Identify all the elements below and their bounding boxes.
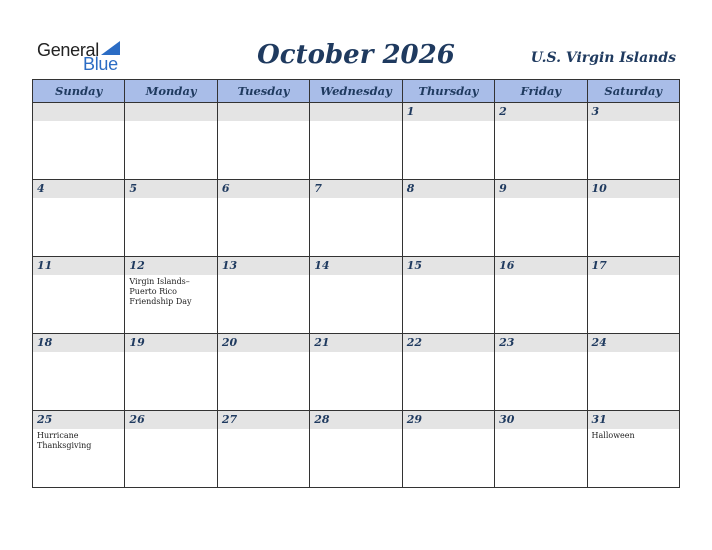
week-row <box>33 257 680 334</box>
weekday-monday: Monday <box>125 80 217 103</box>
week-row <box>33 103 680 180</box>
week-row <box>33 411 680 488</box>
day-number: 20 <box>218 334 309 352</box>
day-number: 5 <box>125 180 216 198</box>
day-cell <box>310 103 402 180</box>
day-event <box>310 121 401 123</box>
day-cell <box>125 334 217 411</box>
day-cell <box>495 180 587 257</box>
day-event <box>588 121 679 123</box>
day-number: 27 <box>218 411 309 429</box>
day-event <box>495 275 586 277</box>
day-event <box>495 352 586 354</box>
day-event: Halloween <box>591 431 635 440</box>
weekday-tuesday: Tuesday <box>217 80 309 103</box>
day-number: 1 <box>403 103 494 121</box>
calendar-grid <box>32 79 680 488</box>
day-event <box>218 198 309 200</box>
day-number: 25 <box>33 411 124 429</box>
day-number: 17 <box>588 257 679 275</box>
day-number: 30 <box>495 411 586 429</box>
day-number: 18 <box>33 334 124 352</box>
day-event <box>495 198 586 200</box>
day-number: 23 <box>495 334 586 352</box>
week-row <box>33 334 680 411</box>
weekday-thursday: Thursday <box>402 80 494 103</box>
day-cell <box>495 334 587 411</box>
day-event <box>33 121 124 123</box>
day-cell <box>495 103 587 180</box>
day-cell <box>33 180 125 257</box>
day-number: 16 <box>495 257 586 275</box>
weekday-header-row <box>33 80 680 103</box>
day-number: 31 <box>588 411 679 429</box>
day-cell <box>495 257 587 334</box>
day-number: 2 <box>495 103 586 121</box>
region-name: U.S. Virgin Islands <box>530 50 676 66</box>
day-event <box>403 121 494 123</box>
day-cell <box>33 411 125 488</box>
day-event <box>125 121 216 123</box>
weekday-sunday: Sunday <box>33 80 125 103</box>
day-number <box>125 103 216 121</box>
day-number: 4 <box>33 180 124 198</box>
day-event <box>33 275 124 277</box>
day-cell <box>402 334 494 411</box>
day-event <box>310 198 401 200</box>
day-event: Virgin Islands–Puerto Rico Friendship Day <box>129 277 192 306</box>
day-cell <box>402 411 494 488</box>
day-cell <box>587 180 679 257</box>
day-event <box>33 352 124 354</box>
day-number: 12 <box>125 257 216 275</box>
day-cell <box>125 180 217 257</box>
day-cell <box>217 257 309 334</box>
day-number: 19 <box>125 334 216 352</box>
day-number: 29 <box>403 411 494 429</box>
day-event <box>310 352 401 354</box>
day-number: 15 <box>403 257 494 275</box>
calendar-body <box>33 103 680 488</box>
day-cell <box>402 257 494 334</box>
week-row <box>33 180 680 257</box>
day-cell <box>310 180 402 257</box>
day-number <box>310 103 401 121</box>
day-event <box>125 352 216 354</box>
day-cell <box>33 103 125 180</box>
day-number: 11 <box>33 257 124 275</box>
day-cell <box>33 334 125 411</box>
page-title: October 2026 <box>257 40 455 70</box>
day-cell <box>125 411 217 488</box>
weekday-friday: Friday <box>495 80 587 103</box>
day-event <box>33 198 124 200</box>
day-event <box>495 121 586 123</box>
day-cell <box>587 411 679 488</box>
day-event: Hurricane Thanksgiving <box>37 431 92 450</box>
day-cell <box>217 180 309 257</box>
logo-triangle-icon <box>101 41 120 55</box>
day-cell <box>217 411 309 488</box>
day-cell <box>310 334 402 411</box>
day-cell <box>402 103 494 180</box>
day-number: 10 <box>588 180 679 198</box>
day-cell <box>310 411 402 488</box>
day-number <box>218 103 309 121</box>
day-event <box>218 352 309 354</box>
day-number <box>33 103 124 121</box>
day-number: 6 <box>218 180 309 198</box>
logo-general-text: General <box>37 40 99 60</box>
day-event <box>125 429 216 431</box>
day-cell <box>217 103 309 180</box>
day-event <box>310 429 401 431</box>
day-cell <box>495 411 587 488</box>
day-number: 21 <box>310 334 401 352</box>
day-number: 14 <box>310 257 401 275</box>
day-number: 3 <box>588 103 679 121</box>
day-event <box>588 352 679 354</box>
day-cell <box>587 334 679 411</box>
day-number: 13 <box>218 257 309 275</box>
day-cell <box>587 257 679 334</box>
day-event <box>588 198 679 200</box>
day-event <box>218 275 309 277</box>
day-cell <box>587 103 679 180</box>
day-event <box>218 429 309 431</box>
weekday-saturday: Saturday <box>587 80 679 103</box>
day-event <box>403 275 494 277</box>
day-number: 24 <box>588 334 679 352</box>
day-number: 7 <box>310 180 401 198</box>
day-event <box>403 429 494 431</box>
logo-blue-text: Blue <box>83 54 118 74</box>
day-event <box>403 352 494 354</box>
day-cell <box>33 257 125 334</box>
day-event <box>403 198 494 200</box>
day-number: 26 <box>125 411 216 429</box>
day-cell <box>125 257 217 334</box>
day-number: 22 <box>403 334 494 352</box>
logo <box>37 38 137 74</box>
day-cell <box>310 257 402 334</box>
day-number: 9 <box>495 180 586 198</box>
day-event <box>310 275 401 277</box>
day-cell <box>217 334 309 411</box>
weekday-wednesday: Wednesday <box>310 80 402 103</box>
day-number: 28 <box>310 411 401 429</box>
day-event <box>218 121 309 123</box>
day-number: 8 <box>403 180 494 198</box>
day-event <box>588 275 679 277</box>
day-cell <box>402 180 494 257</box>
day-event <box>495 429 586 431</box>
day-event <box>125 198 216 200</box>
day-cell <box>125 103 217 180</box>
